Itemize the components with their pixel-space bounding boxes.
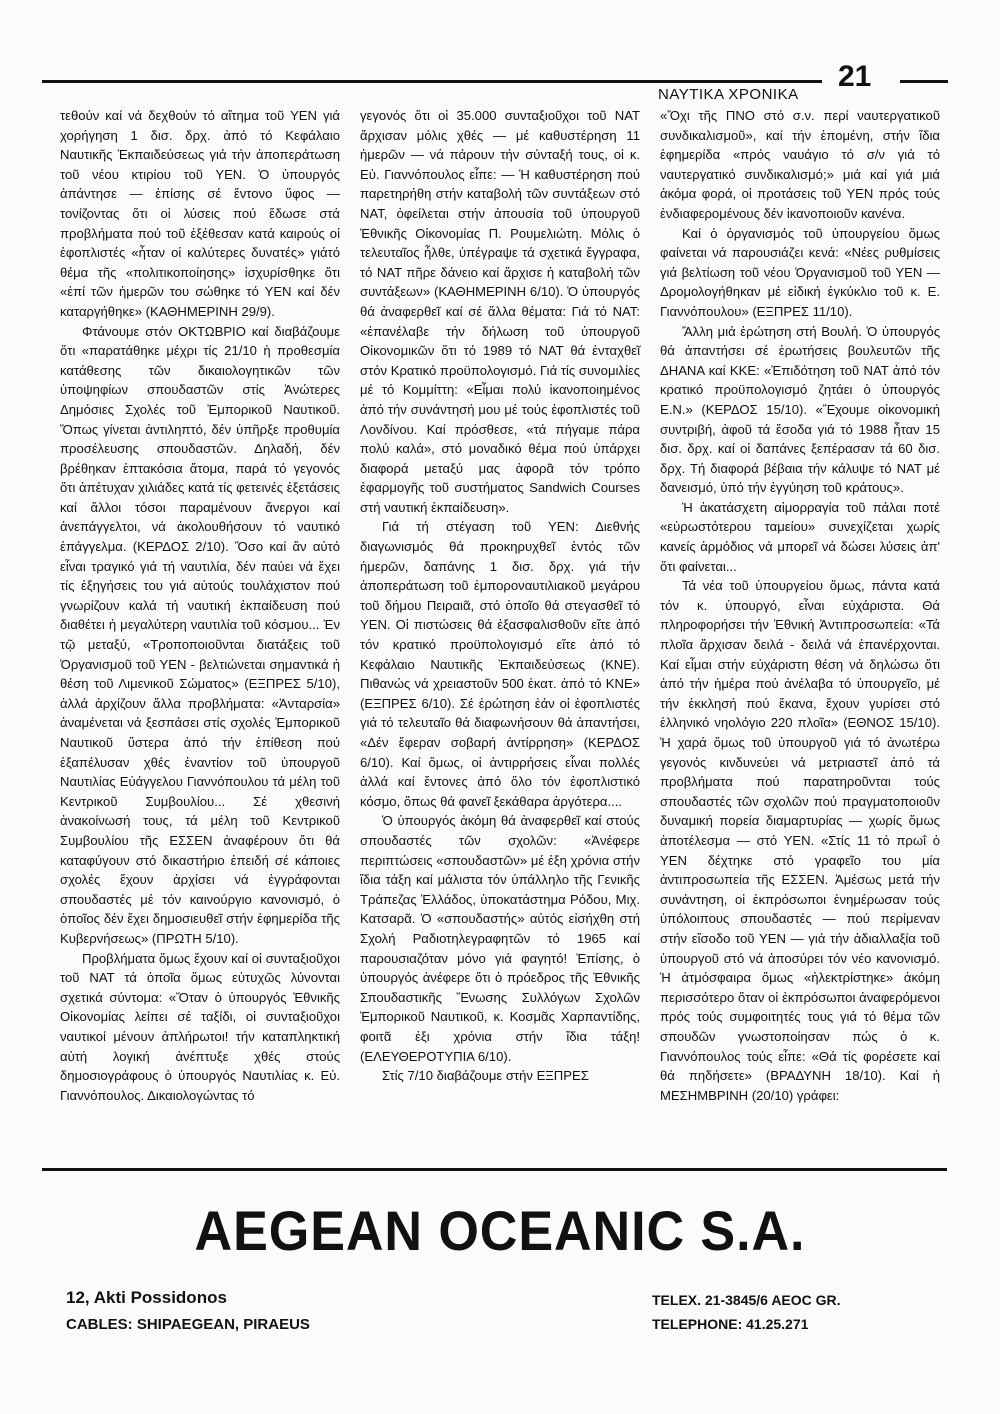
header-rule-left <box>42 80 822 83</box>
paragraph: Στίς 7/10 διαβάζουμε στήν ΕΞΠΡΕΣ <box>382 1068 589 1084</box>
paragraph: Προβλήματα ὅμως ἔχουν καί οἱ συνταξιοῦχοι τοῦ ΝΑΤ τά ὁποῖα ὅμως εὐτυχῶς λύνονται σχετικά σύντομα: «Ὅταν ὁ ὑπουργός Ἐθνικῆς Οἰκονομίας λείπει σέ ταξίδι, οἱ συνταξιοῦχοι ναυτικοί μένουν ἀπλήρωτοι! τήν καταπληκτική αὐτή λογική ἀνέπτυξε χθές στούς δημοσιογράφους ὁ ὑπουργός Ναυτιλίας κ. Εὐ. Γιαννόπουλος. Δικαιολογώντας τό <box>60 950 340 1103</box>
column-3 <box>660 106 940 1105</box>
paragraph: Τά νέα τοῦ ὑπουργείου ὅμως, πάντα κατά τόν κ. ὑπουργό, εἶναι εὐχάριστα. Θά πληροφορήσει τήν Ἐθνική Ἀντιπροσωπεία: «Τά πλοῖα ἄρχισαν δειλά - δειλά νά ἐπανέρχονται. Καί εἶμαι στήν εὐχάριστη θέση νά δηλώσω ὅτι ἀπό τήν ἡμέρα πού ἀνέλαβα τό ὑπουργεῖο, μέ τήν ἐκκλησή πού ἔκανα, ἔχουν γυρίσει στό ἑλληνικό νηολόγιο 220 πλοῖα» (ΕΘΝΟΣ 15/10). Ἡ χαρά ὅμως τοῦ ὑπουργοῦ γιά τό ἀνωτέρω γεγονός κινδυνεύει νά μετριαστεῖ ἀπό τά προβλήματα πού παρατηροῦνται τούς σπουδαστές τῶν σχολῶν πού πραγματοποιοῦν δυναμική πορεία διαμαρτυρίας — χωρίς ὅμως ἀποτέλεσμα — στό ΥΕΝ. «Στίς 11 τό πρωΐ ὁ ΥΕΝ δέχτηκε στό γραφεῖο του μία ἀντιπροσωπεία τῆς ΕΣΣΕΝ. Ἀμέσως μετά τήν συνάντηση, οἱ ἐκπρόσωποι ἐνημέρωσαν τούς ὑπόλοιπους σπουδαστές — πού περίμεναν στήν εἴσοδο τοῦ ΥΕΝ — γιά τήν ἀδιαλλαξία τοῦ ὑπουργοῦ στό νά ἀποσύρει τόν νέο κανονισμό. Ἡ ἀτμόσφαιρα ὅμως «ἠλεκτρίστηκε» ἀκόμη περισσότερο ὅταν οἱ ἐκπρόσωποι ἀναφερόμενοι πρός τούς συμφοιτητές τους γιά τό θέμα τῶν σπουδῶν γνωστοποίησαν πώς ὁ κ. Γιαννόπουλος τούς εἶπε: «Θά τίς φορέσετε καί θά πηδήσετε» (ΒΡΑΔΥΝΗ 18/10). Καί ἡ ΜΕΣΗΜΒΡΙΝΗ (20/10) γράφει: <box>660 578 940 1103</box>
column-2 <box>360 106 640 1086</box>
article-body <box>42 106 947 1151</box>
page-number: 21 <box>838 60 872 93</box>
advertisement-divider <box>42 1168 947 1171</box>
advertisement-company-name: AEGEAN OCEANIC S.A. <box>194 1199 806 1262</box>
paragraph: Ἄλλη μιά ἐρώτηση στή Βουλή. Ὁ ὑπουργός θά ἀπαντήσει σέ ἐρωτήσεις βουλευτῶν τῆς ΔΗΑΝΑ καί ΚΚΕ: «Ἐπιδότηση τοῦ ΝΑΤ ἀπό τόν κρατικό προϋπολογισμό ζητάει ὁ ὑπουργός Ε.Ν.» (ΚΕΡΔΟΣ 15/10). «Ἔχουμε οἰκονομική συντριβή, ἀφοῦ τά ἔσοδα γιά τό 1988 ἦταν 15 δισ. δρχ. καί οἱ δαπάνες ξεπέρασαν τά 60 δισ. δρχ. Τή διαφορά βέβαια τήν κάλυψε τό ΝΑΤ μέ δανεισμό, ὑπό τήν ἐγγύηση τοῦ κράτους». <box>660 323 940 496</box>
paragraph: Φτάνουμε στόν ΟΚΤΩΒΡΙΟ καί διαβάζουμε ὅτι «παρατάθηκε μέχρι τίς 21/10 ἡ προθεσμία κατάθεσης τῶν δικαιολογητικῶν τῶν ὑποψηφίων σπουδαστῶν στίς Ἀνώτερες Δημόσιες Σχολές τοῦ Ἐμπορικοῦ Ναυτικοῦ. Ὅπως γίνεται ἀντιληπτό, δέν ὑπῆρξε προθυμία προσέλευσης σπουδαστῶν. Δηλαδή, δέν βρέθηκαν ἑπτακόσια ἄτομα, παρά τό γεγονός ὅτι ἀπέτυχαν χιλιάδες κατά τίς φετεινές ἐξετάσεις καί ἄλλοι τόσοι παραμένουν ἄνεργοι καί ἀνεπάγγελτοι, νά ἀκολουθήσουν τό ναυτικό ἐπάγγελμα. (ΚΕΡΔΟΣ 2/10). Ὅσο καί ἄν αὐτό εἶναι τραγικό γιά τή ναυτιλία, δέν παύει νά ἔχει τίς ἐξηγήσεις του γιά αὐτούς τουλάχιστον πού γνωρίζουν καλά τή ναυτική ἐκπαίδευση πού διαθέτει ἡ μεγαλύτερη ναυτιλία τοῦ κόσμου... Ἐν τῷ μεταξύ, «Τροποποιοῦνται διατάξεις τοῦ Ὀργανισμοῦ τοῦ ΥΕΝ - βελτιώνεται σημαντικά ἡ θέση τοῦ Λιμενικοῦ Σώματος» (ΕΞΠΡΕΣ 5/10), ἀλλά ἀρχίζουν ἄλλα προβλήματα: «Ἀνταρσία» ἀναμένεται νά ξεσπάσει στίς σχολές Ἐμπορικοῦ Ναυτικοῦ ὕστερα ἀπό τήν ἐπίθεση πού ἐξαπέλυσαν χθές ἐναντίον τοῦ ὑπουργοῦ Ναυτιλίας Εὐάγγελου Γιαννόπουλου τά μέλη τοῦ Κεντρικοῦ Συμβουλίου... Σέ χθεσινή ἀνακοίνωσή τους, τά μέλη τοῦ Κεντρικοῦ Συμβουλίου τῆς ΕΣΣΕΝ ἀναφέρουν ὅτι θά καταφύγουν στό δικαστήριο ἐπειδή σέ κάποιες σχολές ἔχουν ἀρχίσει νά ἐγγράφονται σπουδαστές μέ τόν καινούργιο κανονισμό, ὁ ὁποῖος δέν ἔχει δημοσιευθεῖ στήν ἐφημερίδα τῆς Κυβερνήσεως» (ΠΡΩΤΗ 5/10). <box>60 323 340 946</box>
paragraph: Γιά τή στέγαση τοῦ ΥΕΝ: Διεθνής διαγωνισμός θά προκηρυχθεῖ ἐντός τῶν ἡμερῶν, δαπάνης 1 δισ. δρχ. γιά τήν ἀποπεράτωση τοῦ ἐμποροναυτιλιακοῦ μεγάρου τοῦ δήμου Πειραιᾶ, στό ὁποῖο θά στεγασθεῖ τό ΥΕΝ. Οἱ πιστώσεις θά ἐξασφαλισθοῦν εἴτε ἀπό τόν κρατικό προϋπολογισμό εἴτε ἀπό τό Κεφάλαιο Ναυτικῆς Ἐκπαιδεύσεως (ΚΝΕ). Πιθανώς νά χρειαστοῦν 500 ἑκατ. ἀπό τό ΚΝΕ» (ΕΞΠΡΕΣ 6/10). Σέ ἐρώτηση ἐάν οἱ ἐφοπλιστές γιά τό τελευταῖο θά διαφωνήσουν θά ἀπαντήσει, «Δέν ἔφεραν σοβαρή ἀντίρρηση» (ΚΕΡΔΟΣ 6/10). Καί ὅμως, οἱ ἀντιρρήσεις εἶναι πολλές ἀλλά καί ἔντονες ἀπό ὅλο τόν ἐφοπλιστικό κόσμο, ὅπως θά φανεῖ ξεκάθαρα ἀργότερα.... <box>360 519 640 809</box>
paragraph: Καί ὁ ὀργανισμός τοῦ ὑπουργείου ὅμως φαίνεται νά παρουσιάζει κενά: «Νέες ρυθμίσεις γιά βελτίωση τοῦ νέου Ὀργανισμοῦ τοῦ ΥΕΝ — Δρομολογήθηκαν μέ εἰδική ἐγκύκλιο τοῦ κ. Ε. Γιαννόπουλου» (ΕΞΠΡΕΣ 11/10). <box>660 225 940 319</box>
header-rule-right <box>900 80 948 83</box>
paragraph: Ἡ ἀκατάσχετη αἱμορραγία τοῦ πάλαι ποτέ «εὐρωστότερου ταμείου» συνεχίζεται χωρίς κανείς ἁρμόδιος νά μπορεῖ νά δώσει λύσεις ἀπ' ὅτι φαίνεται... <box>660 499 940 574</box>
advertisement-telephone: TELEPHONE: 41.25.271 <box>652 1316 809 1332</box>
paragraph: «Ὄχι τῆς ΠΝΟ στό σ.ν. περί ναυτεργατικοῦ συνδικαλισμοῦ», καί τήν ἑπομένη, στήν ἴδια ἐφημερίδα «πρός ναυάγιο τό σ/ν γιά τό ναυτεργατικό συνδικαλισμό;» μιά καί γιά μιά ἀκόμα φορά, οἱ προτάσεις τοῦ ΥΕΝ πρός τούς ἐνδιαφερομένους δέν ἱκανοποιοῦν κανένα. <box>660 108 940 221</box>
advertisement-telex: TELEX. 21-3845/6 AEOC GR. <box>652 1292 841 1308</box>
paragraph: τεθούν καί νά δεχθούν τό αἴτημα τοῦ ΥΕΝ γιά χορήγηση 1 δισ. δρχ. ἀπό τό Κεφάλαιο Ναυτικῆς Ἐκπαιδεύσεως γιά τήν ἀποπεράτωση τοῦ νέου κτιρίου τοῦ ΥΕΝ. Ὁ ὑπουργός ἀπάντησε — ἐπίσης σέ ἔντονο ὕφος — τονίζοντας ὅτι οἱ λύσεις πού ἔδωσε στά προβλήματα πού τοῦ ἐξέθεσαν κατά καιρούς οἱ ἐφοπλιστές «ἦταν οἱ καλύτερες δυνατές» γιάτό θέμα τῆς «πολιτικοποίησης» ἰσχυρίσθηκε ὅτι «ἐπί τῶν ἡμερῶν του σώθηκε τό ΥΕΝ καί δέν καταργήθηκε» (ΚΑΘΗΜΕΡΙΝΗ 29/9). <box>60 108 340 319</box>
paragraph: γεγονός ὅτι οἱ 35.000 συνταξιοῦχοι τοῦ ΝΑΤ ἄρχισαν μόλις χθές — μέ καθυστέρηση 11 ἡμερῶν — νά πάρουν τήν σύνταξή τους, οἱ κ. Εὐ. Γιαννόπουλος εἶπε: — Ἡ καθυστέρηση πού παρετηρήθη στήν καταβολή τῶν συντάξεων στό ΝΑΤ, ὀφείλεται στήν ἀπουσία τοῦ ὑπουργοῦ Ἐθνικῆς Οἰκονομίας Π. Ρουμελιώτη. Μόλις ὁ τελευταῖος ἦλθε, ὑπέγραψε τά σχετικά ἔγγραφα, τό ΝΑΤ πῆρε δάνειο καί ἄρχισε ἡ καταβολή τῶν συντάξεων» (ΚΑΘΗΜΕΡΙΝΗ 6/10). Ὁ ὑπουργός θά ἀναφερθεῖ καί σέ ἄλλα θέματα: Γιά τό ΝΑΤ: «ἐπανέλαβε τήν δήλωση τοῦ ὑπουργοῦ Οἰκονομικῶν ὅτι τό 1989 τό ΝΑΤ θά ἐνταχθεῖ στόν Κρατικό προϋπολογισμό. Γιά τίς συνομιλίες μέ τό Κομμίττη: «Εἶμαι πολύ ἱκανοποιημένος ἀπό τήν συνάντησή μου μέ τούς ἐφοπλιστές τοῦ Λονδίνου. Καί πρόσθεσε, «τά πήγαμε πάρα πολύ καλά», στό μοναδικό θέμα πού ὑπάρχει διαφορά μεταξύ μας ἀφορᾶ τόν τρόπο ἐφαρμογῆς τοῦ συστήματος Sandwich Courses στή ναυτική ἐκπαίδευση». <box>360 108 640 515</box>
running-title: ΝΑΥΤΙΚΑ ΧΡΟΝΙΚΑ <box>658 86 799 103</box>
advertisement-cables: CABLES: SHIPAEGEAN, PIRAEUS <box>66 1316 310 1333</box>
column-1 <box>60 106 340 1105</box>
paragraph: Ὁ ὑπουργός ἀκόμη θά ἀναφερθεῖ καί στούς σπουδαστές τῶν σχολῶν: «Ἀνέφερε περιπτώσεις «σπουδαστῶν» μέ ἐξη χρόνια στήν ἴδια τάξη καί μάλιστα τόν ὑπάλληλο τῆς Γενικῆς Τράπεζας Ἑλλάδος, ὑποκατάστημα Ρόδου, Μιχ. Κατσαρᾶ. Ὁ «σπουδαστής» αὐτός εἰσήχθη στή Σχολή Ραδιοτηλεγραφητῶν τό 1965 καί παρουσιαζόταν μόνο γιά φαγητό! Ἐπίσης, ὁ ὑπουργός ἀνέφερε ὅτι ὁ πρόεδρος τῆς Ἐθνικῆς Σπουδαστικῆς Ἕνωσης Συλλόγων Σχολῶν Ἐμπορικοῦ Ναυτικοῦ, κ. Κοσμᾶς Χαρπαντίδης, φοιτᾶ ἐξι χρόνια στήν ἴδια τάξη! (ΕΛΕΥΘΕΡΟΤΥΠΙΑ 6/10). <box>360 813 640 1064</box>
advertisement-address: 12, Akti Possidonos <box>66 1288 227 1307</box>
